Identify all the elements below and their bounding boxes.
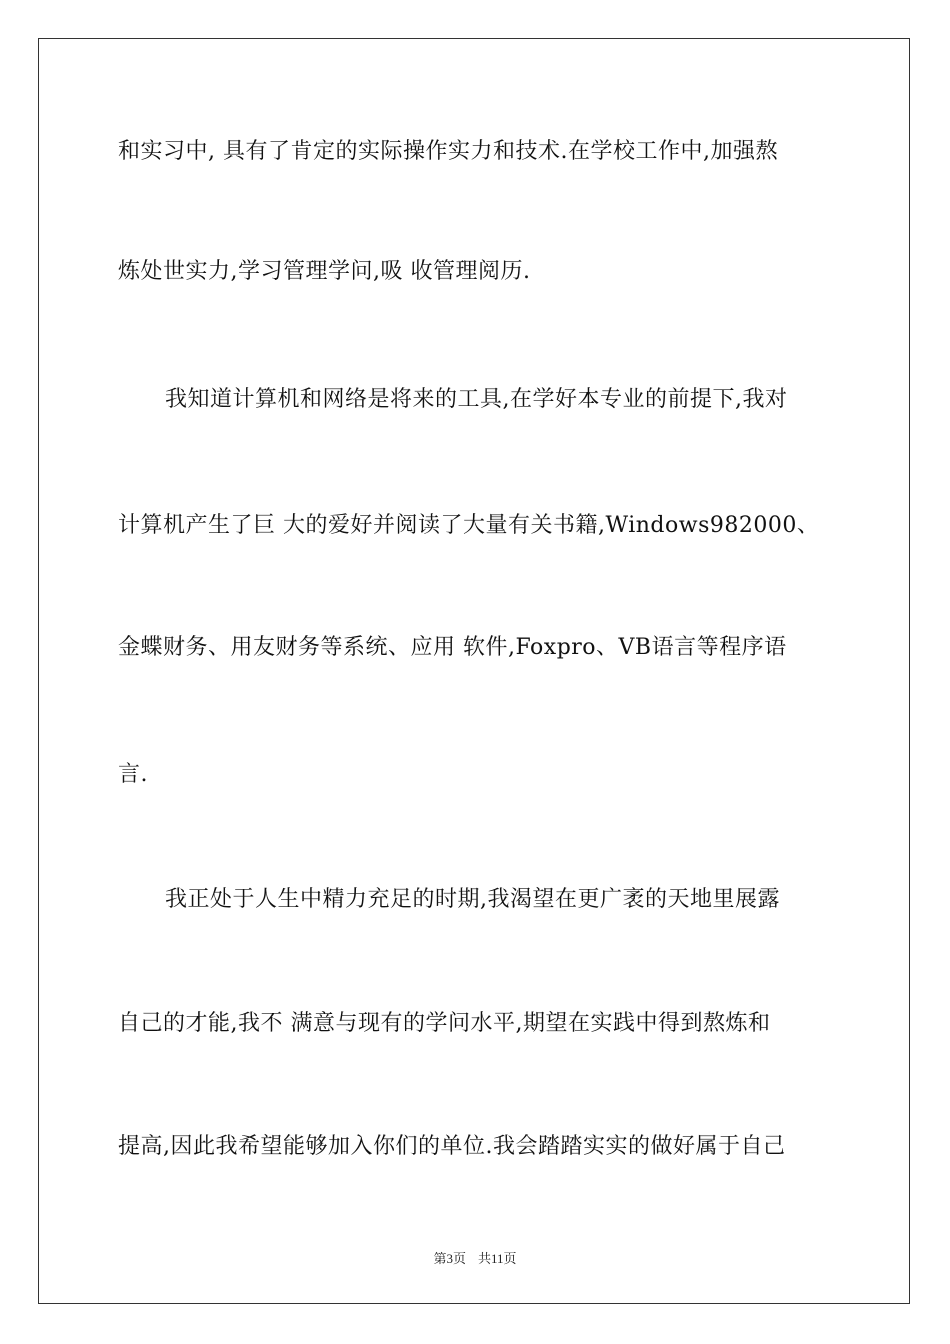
text-line-8: 自己的才能,我不 满意与现有的学问水平,期望在实践中得到熬炼和 [118,1011,771,1036]
page-footer [0,1248,950,1267]
text-line-3: 我知道计算机和网络是将来的工具,在学好本专业的前提下,我对 [165,387,788,412]
page-border [38,38,910,1304]
page-total: 共11页 [477,1251,517,1266]
text-line-7: 我正处于人生中精力充足的时期,我渴望在更广袤的天地里展露 [165,887,780,912]
page-number: 第3页 [433,1251,466,1266]
text-line-9: 提高,因此我希望能够加入你们的单位.我会踏踏实实的做好属于自己 [118,1134,786,1159]
text-line-2: 炼处世实力,学习管理学问,吸 收管理阅历. [118,259,531,284]
text-line-4: 计算机产生了巨 大的爱好并阅读了大量有关书籍,Windows982000、 [118,513,820,538]
text-line-6: 言. [118,762,148,787]
text-line-5: 金蝶财务、用友财务等系统、应用 软件,Foxpro、VB语言等程序语 [118,635,787,660]
text-line-1: 和实习中, 具有了肯定的实际操作实力和技术.在学校工作中,加强熬 [118,139,778,164]
